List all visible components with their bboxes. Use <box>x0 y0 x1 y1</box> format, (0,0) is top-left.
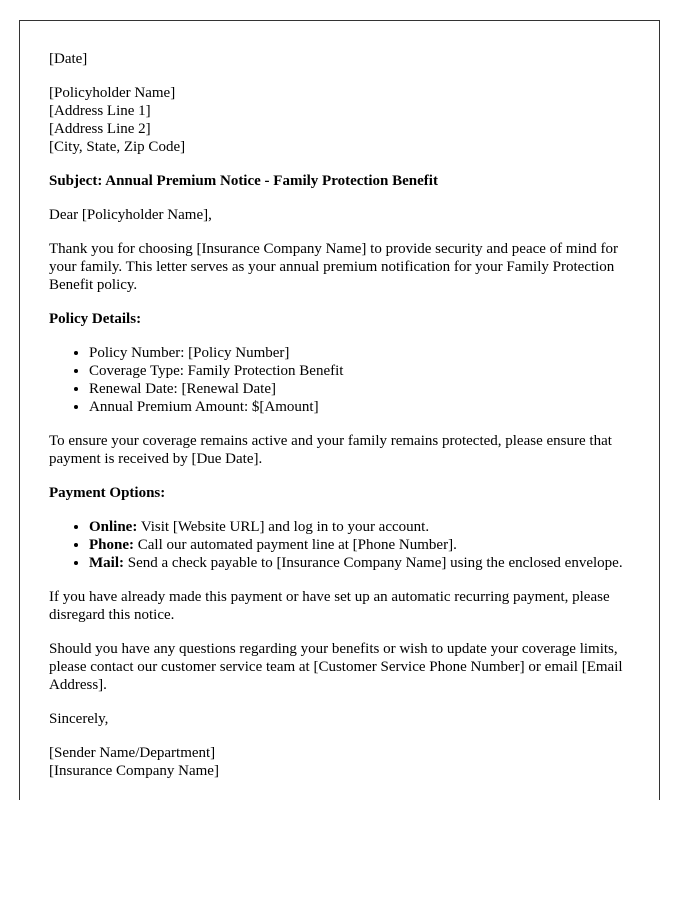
recipient-address-line-1: [Address Line 1] <box>49 103 151 119</box>
recipient-address-block <box>49 84 630 156</box>
payment-due-paragraph: To ensure your coverage remains active and your family remains protected, please ensure that payment is received by [Due Date]. <box>49 433 612 467</box>
letter-closing: Sincerely, <box>49 711 109 727</box>
policy-details-heading: Policy Details: <box>49 311 142 327</box>
questions-paragraph: Should you have any questions regarding your benefits or wish to update your coverage limits, please contact our customer service team at [Customer Service Phone Number] or email [Email Address]. <box>49 641 623 693</box>
letter-subject: Subject: Annual Premium Notice - Family Protection Benefit <box>49 173 438 189</box>
payment-options-list <box>49 518 630 572</box>
policy-detail-item: • Annual Premium Amount: $[Amount] <box>89 398 630 416</box>
payment-option-label: Online: <box>89 519 138 535</box>
payment-option-mail <box>89 554 630 572</box>
signature-sender: [Sender Name/Department] <box>49 745 216 761</box>
letter-salutation: Dear [Policyholder Name], <box>49 207 212 223</box>
letter-page <box>19 20 660 800</box>
payment-option-phone <box>89 536 630 554</box>
intro-paragraph: Thank you for choosing [Insurance Company Name] to provide security and peace of mind for your family. This letter serves as your annual premium notification for your Family Protection Benefit policy. <box>49 241 618 293</box>
payment-option-text: Visit [Website URL] and log in to your account. <box>137 519 430 535</box>
recipient-name: [Policyholder Name] <box>49 85 176 101</box>
signature-company: [Insurance Company Name] <box>49 763 219 779</box>
payment-option-label: Mail: <box>89 555 124 571</box>
policy-detail-item: • Renewal Date: [Renewal Date] <box>89 380 630 398</box>
disregard-paragraph: If you have already made this payment or have set up an automatic recurring payment, please disregard this notice. <box>49 589 610 623</box>
payment-option-text: Call our automated payment line at [Phone Number]. <box>134 537 457 553</box>
payment-option-text: Send a check payable to [Insurance Company Name] using the enclosed envelope. <box>124 555 623 571</box>
payment-option-online <box>89 518 630 536</box>
policy-details-list <box>49 344 630 416</box>
policy-detail-item: • Policy Number: [Policy Number] <box>89 344 630 362</box>
policy-detail-item: • Coverage Type: Family Protection Benefit <box>89 362 630 380</box>
signature-block <box>49 744 630 780</box>
recipient-address-line-2: [Address Line 2] <box>49 121 151 137</box>
letter-date: [Date] <box>49 51 88 67</box>
recipient-city-state-zip: [City, State, Zip Code] <box>49 139 186 155</box>
payment-option-label: Phone: <box>89 537 134 553</box>
payment-options-heading: Payment Options: <box>49 485 166 501</box>
